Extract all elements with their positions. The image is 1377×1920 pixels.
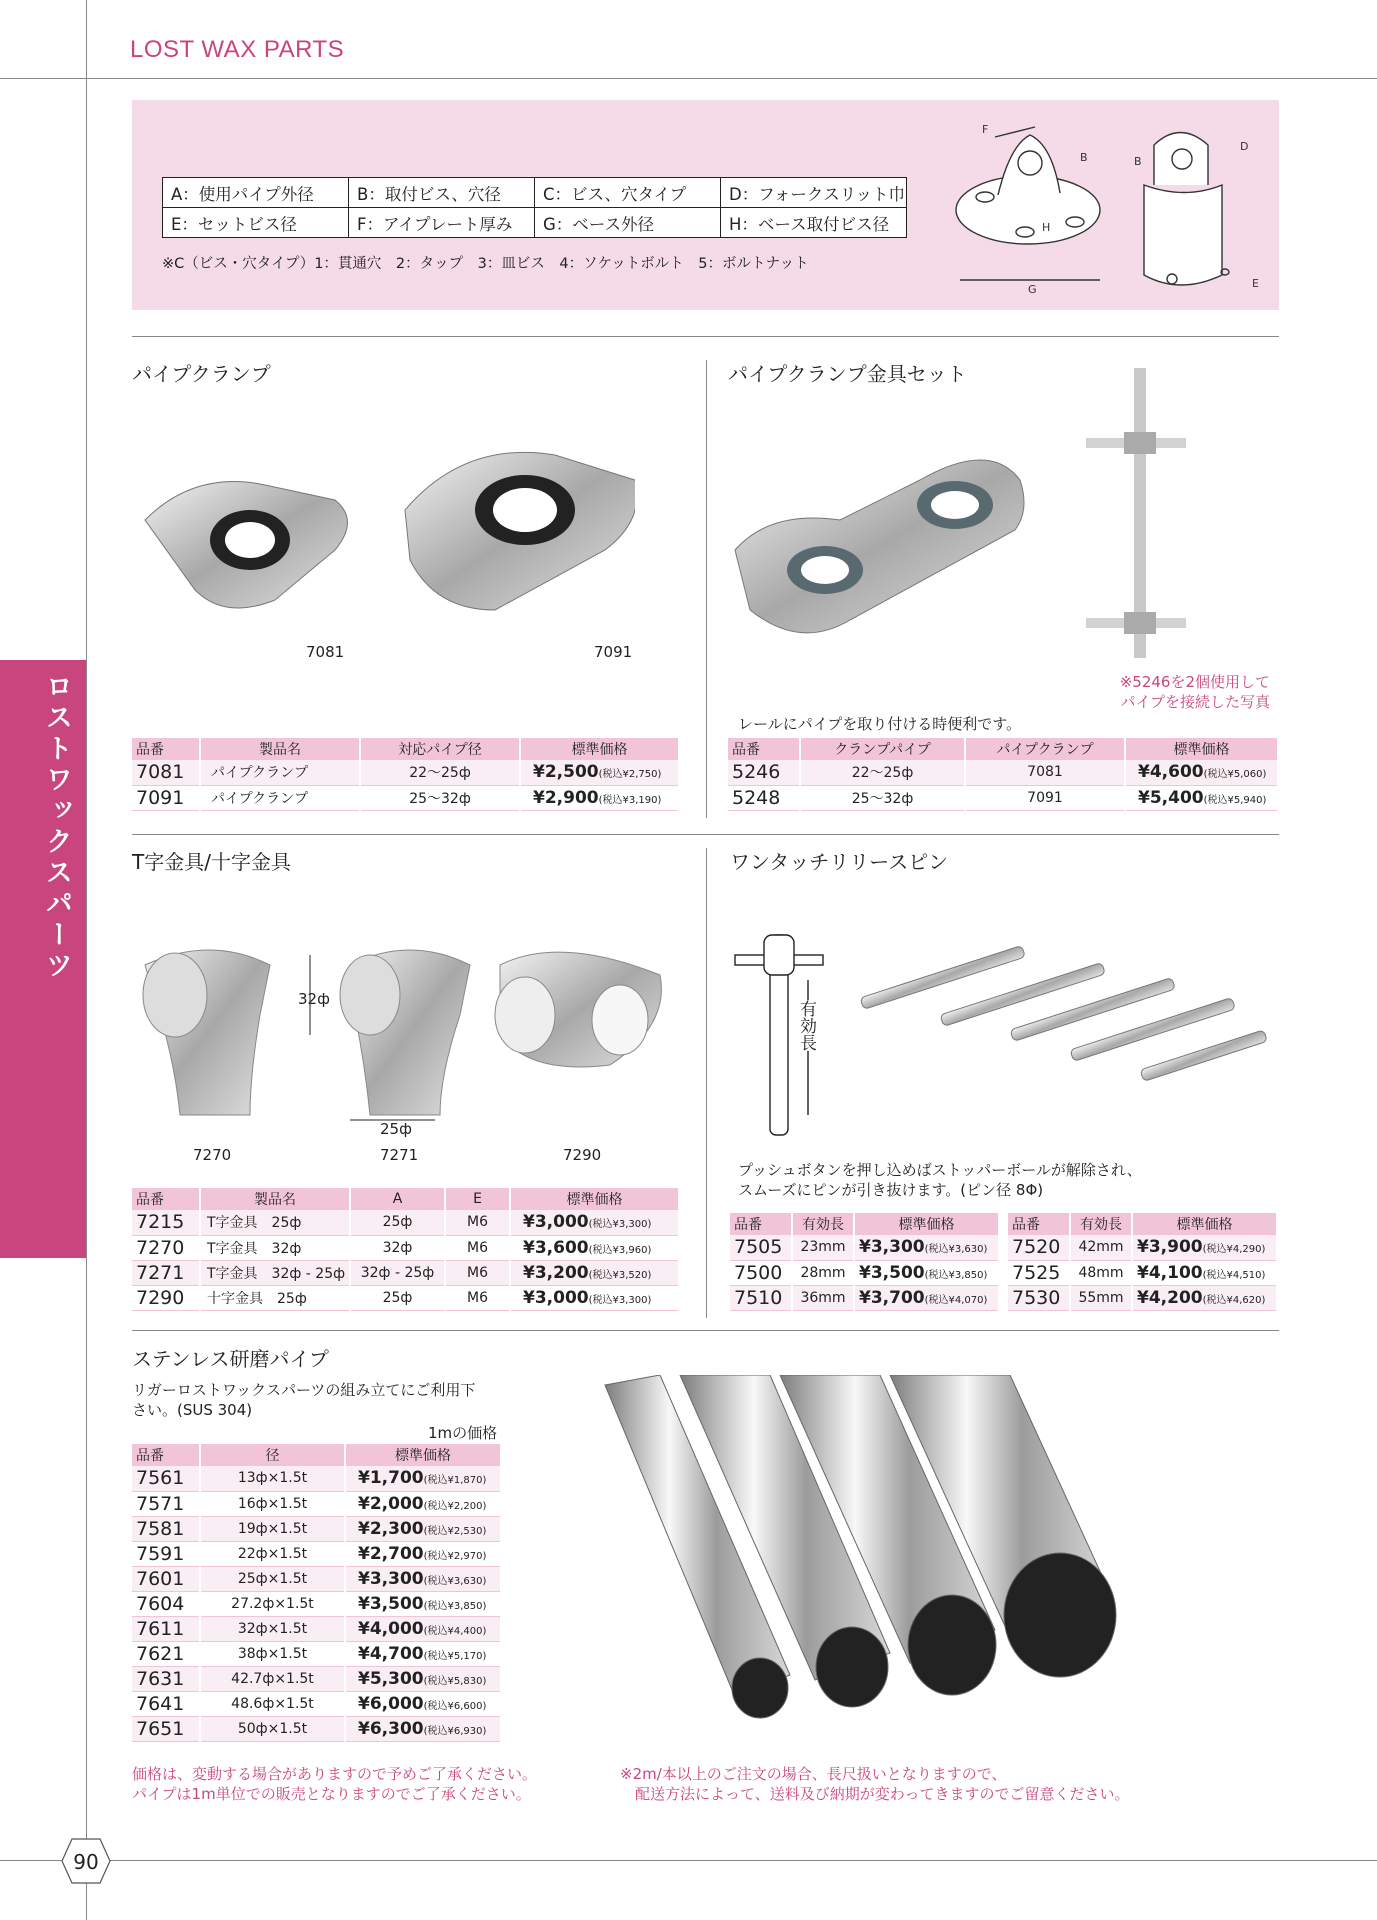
product-size: 25〜32ф <box>360 785 520 810</box>
pipe-size: 13ф×1.5t <box>200 1466 345 1491</box>
table-row <box>132 1210 679 1235</box>
legend-c: C：ビス、穴タイプ <box>535 178 721 208</box>
table-row <box>1008 1285 1277 1310</box>
col-price: 標準価格 <box>1125 738 1278 760</box>
effective-length: 55mm <box>1070 1285 1132 1310</box>
table-row <box>132 1235 679 1260</box>
table-row <box>730 1285 999 1310</box>
pipe-size: 42.7ф×1.5t <box>200 1666 345 1691</box>
clamp-set-table <box>728 738 1279 811</box>
pipe-clamp: 7081 <box>965 760 1125 785</box>
table-row <box>132 1616 501 1641</box>
product-code: 7651 <box>132 1716 200 1741</box>
product-price: ¥5,400(税込¥5,940) <box>1125 785 1278 810</box>
caption-7091: 7091 <box>594 643 633 661</box>
product-price: ¥2,500(税込¥2,750) <box>520 760 679 785</box>
stainless-pipe-photo <box>600 1375 1230 1750</box>
product-price: ¥3,000(税込¥3,300) <box>510 1285 679 1310</box>
product-code: 7611 <box>132 1616 200 1641</box>
product-code: 7571 <box>132 1491 200 1516</box>
product-price: ¥2,700(税込¥2,970) <box>345 1541 501 1566</box>
fitting-diagram <box>940 115 1270 305</box>
release-pin-photos <box>860 910 1270 1110</box>
effective-length: 28mm <box>792 1260 854 1285</box>
product-price: ¥5,300(税込¥5,830) <box>345 1666 501 1691</box>
product-price: ¥2,900(税込¥3,190) <box>520 785 679 810</box>
col-name: 製品名 <box>200 1188 350 1210</box>
product-code: 7500 <box>730 1260 792 1285</box>
product-price: ¥6,000(税込¥6,600) <box>345 1691 501 1716</box>
dim-e: M6 <box>445 1235 510 1260</box>
table-row <box>132 1491 501 1516</box>
section-divider <box>132 1330 1279 1331</box>
legend-h: H：ベース取付ビス径 <box>721 208 907 238</box>
pipe-size: 38ф×1.5t <box>200 1641 345 1666</box>
pipe-size: 32ф×1.5t <box>200 1616 345 1641</box>
page-header-title: LOST WAX PARTS <box>130 36 345 63</box>
product-code: 7591 <box>132 1541 200 1566</box>
product-price: ¥6,300(税込¥6,930) <box>345 1716 501 1741</box>
diagram-label-b2: B <box>1134 155 1142 168</box>
pipe-clamp: 7091 <box>965 785 1125 810</box>
table-row <box>132 1516 501 1541</box>
release-pin-description: プッシュボタンを押し込めばストッパーボールが解除され、 スムーズにピンが引き抜けます。(ピン径 8Φ) <box>738 1161 1142 1199</box>
pipe-size: 48.6ф×1.5t <box>200 1691 345 1716</box>
product-code: 7581 <box>132 1516 200 1541</box>
dim-label-width: 25ф <box>380 1120 412 1138</box>
table-row <box>132 1566 501 1591</box>
caption-7081: 7081 <box>306 643 345 661</box>
product-price: ¥3,600(税込¥3,960) <box>510 1235 679 1260</box>
col-price: 標準価格 <box>854 1213 999 1235</box>
product-code: 7641 <box>132 1691 200 1716</box>
release-pin-table-right <box>1008 1213 1278 1311</box>
product-code: 5248 <box>728 785 800 810</box>
product-price: ¥4,100(税込¥4,510) <box>1132 1260 1277 1285</box>
product-code: 7525 <box>1008 1260 1070 1285</box>
pipe-size: 19ф×1.5t <box>200 1516 345 1541</box>
clamp-set-photo-note: ※5246を2個使用して パイプを接続した写真 <box>1119 673 1270 711</box>
product-size: 22〜25ф <box>360 760 520 785</box>
legend-e: E：セットビス径 <box>163 208 349 238</box>
product-price: ¥3,000(税込¥3,300) <box>510 1210 679 1235</box>
col-length: 有効長 <box>792 1213 854 1235</box>
t-fitting-photos <box>140 935 680 1135</box>
caption-7270: 7270 <box>193 1146 232 1164</box>
release-pin-title: ワンタッチリリースピン <box>730 850 949 874</box>
unit-price-note: 1mの価格 <box>428 1424 498 1442</box>
col-length: 有効長 <box>1070 1213 1132 1235</box>
pipe-clamp-photos <box>135 440 635 640</box>
legend-table <box>162 177 907 238</box>
pipe-clamp-table <box>132 738 680 811</box>
col-size: 対応パイプ径 <box>360 738 520 760</box>
table-row <box>132 760 679 785</box>
release-pin-dim-label: 有効長 <box>796 1000 816 1051</box>
clamp-set-photo <box>730 420 1050 650</box>
product-price: ¥4,000(税込¥4,400) <box>345 1616 501 1641</box>
col-e: E <box>445 1188 510 1210</box>
table-row <box>132 1716 501 1741</box>
table-row <box>730 1235 999 1260</box>
price-notice: 価格は、変動する場合がありますので予めご了承ください。 パイプは1m単位での販売となりますのでご了承ください。 <box>132 1765 538 1803</box>
product-code: 5246 <box>728 760 800 785</box>
product-price: ¥3,300(税込¥3,630) <box>345 1566 501 1591</box>
table-row <box>132 1466 501 1491</box>
pipe-size: 27.2ф×1.5t <box>200 1591 345 1616</box>
col-pipe-clamp: パイプクランプ <box>965 738 1125 760</box>
caption-7290: 7290 <box>563 1146 602 1164</box>
product-code: 7631 <box>132 1666 200 1691</box>
effective-length: 48mm <box>1070 1260 1132 1285</box>
effective-length: 42mm <box>1070 1235 1132 1260</box>
column-divider <box>706 360 707 818</box>
col-code: 品番 <box>132 1444 200 1466</box>
t-fitting-table <box>132 1188 680 1311</box>
product-price: ¥3,700(税込¥4,070) <box>854 1285 999 1310</box>
product-price: ¥2,000(税込¥2,200) <box>345 1491 501 1516</box>
diagram-label-b: B <box>1080 151 1088 164</box>
col-code: 品番 <box>728 738 800 760</box>
legend-d: D：フォークスリット巾 <box>721 178 907 208</box>
product-code: 7091 <box>132 785 200 810</box>
product-code: 7520 <box>1008 1235 1070 1260</box>
margin-rule <box>86 0 87 1920</box>
footer-rule <box>0 1860 1377 1861</box>
side-tab-label: ロストワックスパーツ <box>41 672 72 982</box>
table-row <box>730 1260 999 1285</box>
legend-a: A：使用パイプ外径 <box>163 178 349 208</box>
table-row <box>132 1541 501 1566</box>
diagram-label-d: D <box>1240 140 1249 153</box>
stainless-pipe-title: ステンレス研磨パイプ <box>132 1347 329 1371</box>
table-row <box>132 1666 501 1691</box>
col-price: 標準価格 <box>520 738 679 760</box>
product-code: 7081 <box>132 760 200 785</box>
dim-e: M6 <box>445 1285 510 1310</box>
product-price: ¥4,700(税込¥5,170) <box>345 1641 501 1666</box>
t-fitting-title: T字金具/十字金具 <box>132 850 291 874</box>
table-row <box>1008 1260 1277 1285</box>
product-name: パイプクランプ <box>200 785 360 810</box>
header-rule <box>0 78 1377 79</box>
product-name: T字金具 32ф <box>200 1235 350 1260</box>
release-pin-table-left <box>730 1213 1000 1311</box>
product-code: 7270 <box>132 1235 200 1260</box>
diagram-label-e: E <box>1252 277 1259 290</box>
legend-b: B：取付ビス、穴径 <box>349 178 535 208</box>
legend-f: F：アイプレート厚み <box>349 208 535 238</box>
clamp-set-install-photo <box>1086 368 1186 658</box>
product-name: T字金具 25ф <box>200 1210 350 1235</box>
clamp-pipe: 25〜32ф <box>800 785 965 810</box>
diagram-label-g: G <box>1028 283 1037 296</box>
effective-length: 23mm <box>792 1235 854 1260</box>
col-clamp-pipe: クランプパイプ <box>800 738 965 760</box>
table-row <box>132 1285 679 1310</box>
col-diameter: 径 <box>200 1444 345 1466</box>
dim-e: M6 <box>445 1260 510 1285</box>
product-price: ¥4,600(税込¥5,060) <box>1125 760 1278 785</box>
section-divider <box>132 336 1279 337</box>
product-code: 7530 <box>1008 1285 1070 1310</box>
col-code: 品番 <box>132 1188 200 1210</box>
table-row <box>728 785 1278 810</box>
diagram-label-h: H <box>1042 221 1051 234</box>
table-row <box>132 1260 679 1285</box>
product-price: ¥2,300(税込¥2,530) <box>345 1516 501 1541</box>
table-row <box>728 760 1278 785</box>
stainless-pipe-description: リガーロストワックスパーツの組み立てにご利用下 さい。(SUS 304) <box>132 1381 476 1419</box>
product-code: 7505 <box>730 1235 792 1260</box>
product-code: 7290 <box>132 1285 200 1310</box>
dim-a: 25ф <box>350 1210 445 1235</box>
diagram-label-f: F <box>982 123 989 136</box>
col-price: 標準価格 <box>510 1188 679 1210</box>
col-a: A <box>350 1188 445 1210</box>
product-price: ¥3,300(税込¥3,630) <box>854 1235 999 1260</box>
product-code: 7604 <box>132 1591 200 1616</box>
table-row <box>132 785 679 810</box>
product-price: ¥3,900(税込¥4,290) <box>1132 1235 1277 1260</box>
product-price: ¥3,500(税込¥3,850) <box>345 1591 501 1616</box>
product-code: 7621 <box>132 1641 200 1666</box>
product-price: ¥3,200(税込¥3,520) <box>510 1260 679 1285</box>
legend-note: ※C（ビス・穴タイプ）1：貫通穴 2：タップ 3：皿ビス 4：ソケットボルト 5：ボルトナット <box>162 256 809 272</box>
long-item-notice: ※2m/本以上のご注文の場合、長尺扱いとなりますので、 配送方法によって、送料及び納期が変わってきますのでご留意ください。 <box>620 1765 1130 1803</box>
dim-e: M6 <box>445 1210 510 1235</box>
product-code: 7561 <box>132 1466 200 1491</box>
col-code: 品番 <box>730 1213 792 1235</box>
clamp-pipe: 22〜25ф <box>800 760 965 785</box>
product-code: 7215 <box>132 1210 200 1235</box>
col-code: 品番 <box>132 738 200 760</box>
table-row <box>132 1641 501 1666</box>
caption-7271: 7271 <box>380 1146 419 1164</box>
page-number: 90 <box>73 1850 99 1874</box>
clamp-set-title: パイプクランプ金具セット <box>728 362 967 386</box>
clamp-set-description: レールにパイプを取り付ける時便利です。 <box>738 715 1022 733</box>
stainless-pipe-table <box>132 1444 502 1742</box>
dim-a: 32ф - 25ф <box>350 1260 445 1285</box>
pipe-size: 16ф×1.5t <box>200 1491 345 1516</box>
product-name: T字金具 32ф - 25ф <box>200 1260 350 1285</box>
dim-a: 32ф <box>350 1235 445 1260</box>
product-name: 十字金具 25ф <box>200 1285 350 1310</box>
col-price: 標準価格 <box>1132 1213 1277 1235</box>
pipe-size: 25ф×1.5t <box>200 1566 345 1591</box>
product-price: ¥3,500(税込¥3,850) <box>854 1260 999 1285</box>
table-row <box>132 1691 501 1716</box>
dim-label-height: 32ф <box>298 990 330 1008</box>
effective-length: 36mm <box>792 1285 854 1310</box>
table-row <box>1008 1235 1277 1260</box>
col-code: 品番 <box>1008 1213 1070 1235</box>
pipe-size: 50ф×1.5t <box>200 1716 345 1741</box>
col-name: 製品名 <box>200 738 360 760</box>
pipe-size: 22ф×1.5t <box>200 1541 345 1566</box>
product-code: 7601 <box>132 1566 200 1591</box>
section-divider <box>132 834 1279 835</box>
dim-a: 25ф <box>350 1285 445 1310</box>
pipe-clamp-title: パイプクランプ <box>132 362 271 386</box>
product-code: 7510 <box>730 1285 792 1310</box>
col-price: 標準価格 <box>345 1444 501 1466</box>
product-name: パイプクランプ <box>200 760 360 785</box>
product-price: ¥4,200(税込¥4,620) <box>1132 1285 1277 1310</box>
column-divider <box>706 848 707 1318</box>
legend-g: G：ベース外径 <box>535 208 721 238</box>
table-row <box>132 1591 501 1616</box>
product-price: ¥1,700(税込¥1,870) <box>345 1466 501 1491</box>
product-code: 7271 <box>132 1260 200 1285</box>
